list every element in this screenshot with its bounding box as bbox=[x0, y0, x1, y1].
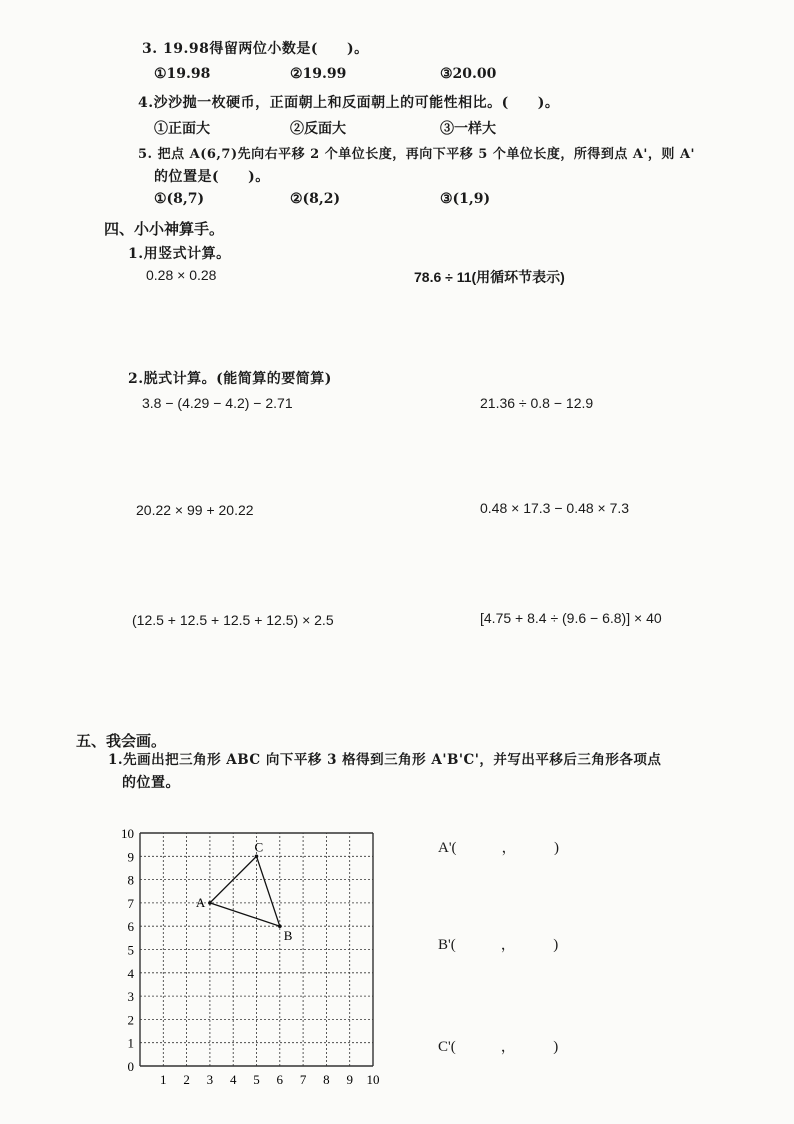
triangle-abc bbox=[210, 856, 280, 926]
x-tick-label: 10 bbox=[366, 1072, 380, 1087]
q4-option-3: ③一样大 bbox=[440, 121, 496, 137]
y-tick-label: 8 bbox=[127, 872, 134, 888]
x-tick-label: 3 bbox=[206, 1072, 214, 1087]
q5-option-2: ②(8,2) bbox=[290, 191, 341, 207]
coordinate-grid-svg[interactable] bbox=[118, 800, 398, 1100]
vertex-label: A bbox=[195, 894, 206, 910]
y-tick-label: 1 bbox=[127, 1035, 134, 1051]
question-4: 4.沙沙抛一枚硬币，正面朝上和反面朝上的可能性相比。( )。 bbox=[138, 95, 560, 111]
y-tick-label: 2 bbox=[127, 1012, 134, 1028]
x-tick-label: 4 bbox=[229, 1072, 237, 1087]
question-3: 3. 19.98得留两位小数是( )。 bbox=[142, 41, 369, 57]
stepwise-expr-3: 20.22 × 99 + 20.22 bbox=[136, 502, 254, 518]
q4-option-2: ②反面大 bbox=[290, 121, 346, 137]
section-5-title: 五、我会画。 bbox=[76, 732, 167, 750]
stepwise-expr-4: 0.48 × 17.3 − 0.48 × 7.3 bbox=[480, 500, 630, 516]
y-tick-label: 10 bbox=[121, 826, 134, 841]
q3-option-3: ③20.00 bbox=[440, 66, 497, 82]
vertex-point bbox=[278, 924, 282, 928]
drawing-question-1: 1.先画出把三角形 ABC 向下平移 3 格得到三角形 A'B'C'，并写出平移后三角形各项点 bbox=[108, 752, 662, 768]
vertex-point bbox=[255, 855, 259, 859]
q3-option-2: ②19.99 bbox=[290, 66, 347, 82]
answer-a-prime[interactable]: A'( ， ) bbox=[438, 840, 560, 856]
stepwise-expr-5: (12.5 + 12.5 + 12.5 + 12.5) × 2.5 bbox=[132, 612, 334, 628]
section-4-title: 四、小小神算手。 bbox=[104, 220, 225, 238]
y-tick-label: 7 bbox=[127, 895, 134, 911]
stepwise-expr-6: [4.75 + 8.4 ÷ (9.6 − 6.8)] × 40 bbox=[480, 610, 662, 626]
vertex-point bbox=[208, 901, 212, 905]
x-tick-label: 8 bbox=[323, 1072, 330, 1087]
vertical-calc-2: 78.6 ÷ 11(用循环节表示) bbox=[414, 269, 565, 285]
x-tick-label: 9 bbox=[346, 1072, 353, 1087]
question-5-cont: 的位置是( )。 bbox=[154, 169, 270, 185]
q5-option-3: ③(1,9) bbox=[440, 191, 491, 207]
x-tick-label: 5 bbox=[253, 1072, 260, 1087]
stepwise-expr-2: 21.36 ÷ 0.8 − 12.9 bbox=[480, 395, 594, 411]
y-tick-label: 4 bbox=[127, 965, 134, 981]
stepwise-expr-1: 3.8 − (4.29 − 4.2) − 2.71 bbox=[142, 395, 293, 411]
q4-option-1: ①正面大 bbox=[154, 121, 210, 137]
stepwise-calc-heading: 2.脱式计算。(能简算的要简算) bbox=[128, 371, 332, 387]
x-tick-label: 1 bbox=[160, 1072, 167, 1087]
vertex-label: C bbox=[254, 839, 264, 855]
y-tick-label: 0 bbox=[127, 1059, 134, 1074]
y-tick-label: 9 bbox=[127, 849, 134, 865]
vertical-calc-heading: 1.用竖式计算。 bbox=[128, 246, 231, 262]
y-tick-label: 6 bbox=[127, 919, 134, 935]
question-5: 5. 把点 A(6,7)先向右平移 2 个单位长度，再向下平移 5 个单位长度，所得到点 A'，则 A' bbox=[138, 147, 696, 162]
vertex-label: B bbox=[283, 928, 293, 944]
x-tick-label: 7 bbox=[299, 1072, 307, 1087]
q3-option-1: ①19.98 bbox=[154, 66, 211, 82]
answer-c-prime[interactable]: C'( ， ) bbox=[438, 1039, 559, 1055]
q5-option-1: ①(8,7) bbox=[154, 191, 205, 207]
x-tick-label: 6 bbox=[276, 1072, 284, 1087]
answer-b-prime[interactable]: B'( ， ) bbox=[438, 937, 559, 953]
vertical-calc-1: 0.28 × 0.28 bbox=[146, 267, 217, 283]
x-tick-label: 2 bbox=[183, 1072, 190, 1087]
drawing-question-1-cont: 的位置。 bbox=[122, 775, 180, 791]
coordinate-grid[interactable] bbox=[118, 800, 398, 1100]
y-tick-label: 3 bbox=[127, 989, 134, 1005]
y-tick-label: 5 bbox=[127, 942, 134, 958]
